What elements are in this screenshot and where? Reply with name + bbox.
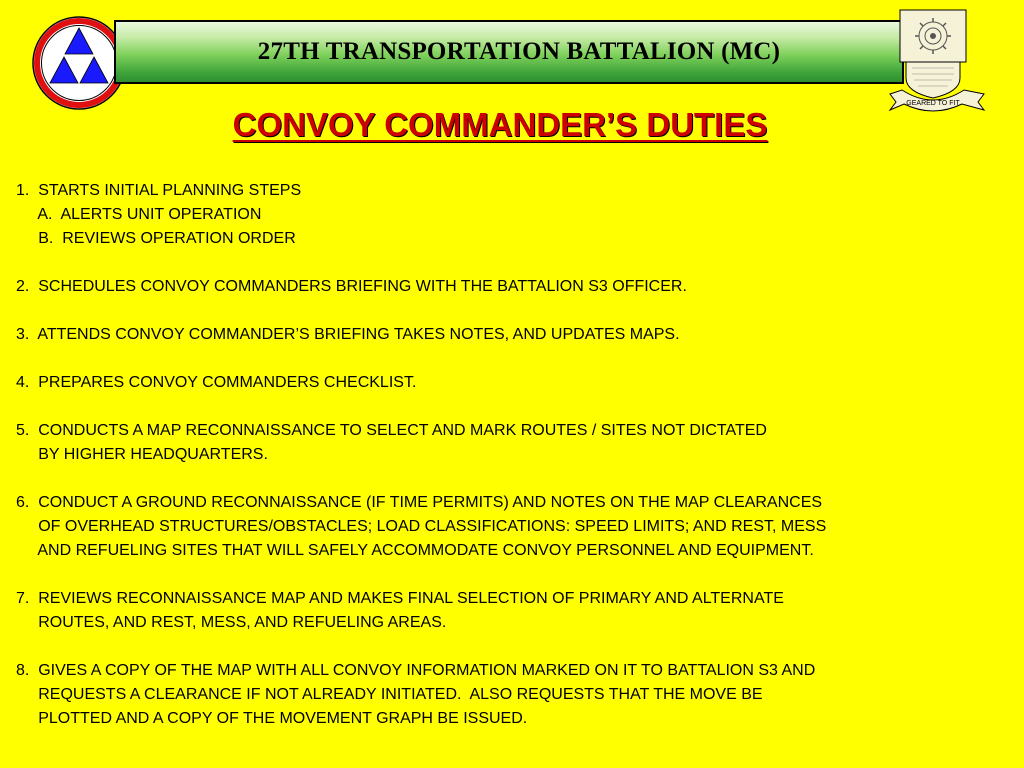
list-spacer bbox=[16, 251, 1022, 275]
duty-line: PLOTTED AND A COPY OF THE MOVEMENT GRAPH BE ISSUED. bbox=[16, 710, 528, 727]
battalion-title: 27TH TRANSPORTATION BATTALION (MC) bbox=[257, 38, 781, 65]
duty-line: 2. SCHEDULES CONVOY COMMANDERS BRIEFING WITH THE BATTALION S3 OFFICER. bbox=[16, 278, 687, 295]
duty-item bbox=[16, 179, 1022, 251]
duty-line: 3. ATTENDS CONVOY COMMANDER’S BRIEFING TAKES NOTES, AND UPDATES MAPS. bbox=[16, 326, 680, 343]
duty-line: 5. CONDUCTS A MAP RECONNAISSANCE TO SELECT AND MARK ROUTES / SITES NOT DICTATED bbox=[16, 422, 767, 439]
duty-line: ROUTES, AND REST, MESS, AND REFUELING AREAS. bbox=[16, 614, 447, 631]
duty-line: 1. STARTS INITIAL PLANNING STEPS bbox=[16, 182, 302, 199]
duties-list bbox=[16, 179, 1022, 731]
duty-line: AND REFUELING SITES THAT WILL SAFELY ACCOMMODATE CONVOY PERSONNEL AND EQUIPMENT. bbox=[16, 542, 814, 559]
list-spacer bbox=[16, 395, 1022, 419]
duty-item bbox=[16, 323, 1022, 347]
duty-line: 4. PREPARES CONVOY COMMANDERS CHECKLIST. bbox=[16, 374, 417, 391]
crest-motto: GEARED TO FIT bbox=[906, 100, 960, 107]
unit-crest-icon bbox=[886, 6, 988, 116]
duty-item bbox=[16, 491, 1022, 563]
list-spacer bbox=[16, 299, 1022, 323]
duty-line: A. ALERTS UNIT OPERATION bbox=[16, 206, 262, 223]
duty-item bbox=[16, 587, 1022, 635]
list-spacer bbox=[16, 347, 1022, 371]
header-banner bbox=[114, 20, 904, 84]
duty-line: REQUESTS A CLEARANCE IF NOT ALREADY INITIATED. ALSO REQUESTS THAT THE MOVE BE bbox=[16, 686, 763, 703]
duty-line: 8. GIVES A COPY OF THE MAP WITH ALL CONVOY INFORMATION MARKED ON IT TO BATTALION S3 AND bbox=[16, 662, 816, 679]
duty-line: B. REVIEWS OPERATION ORDER bbox=[16, 230, 296, 247]
list-spacer bbox=[16, 467, 1022, 491]
duty-item bbox=[16, 659, 1022, 731]
duty-item bbox=[16, 371, 1022, 395]
duty-item bbox=[16, 419, 1022, 467]
duty-line: BY HIGHER HEADQUARTERS. bbox=[16, 446, 268, 463]
duty-item bbox=[16, 275, 1022, 299]
duty-line: 7. REVIEWS RECONNAISSANCE MAP AND MAKES FINAL SELECTION OF PRIMARY AND ALTERNATE bbox=[16, 590, 784, 607]
duty-line: 6. CONDUCT A GROUND RECONNAISSANCE (IF TIME PERMITS) AND NOTES ON THE MAP CLEARANCES bbox=[16, 494, 823, 511]
list-spacer bbox=[16, 635, 1022, 659]
duty-line: OF OVERHEAD STRUCTURES/OBSTACLES; LOAD CLASSIFICATIONS: SPEED LIMITS; AND REST, MESS bbox=[16, 518, 827, 535]
list-spacer bbox=[16, 563, 1022, 587]
slide-title: CONVOY COMMANDER’S DUTIES bbox=[232, 106, 768, 143]
